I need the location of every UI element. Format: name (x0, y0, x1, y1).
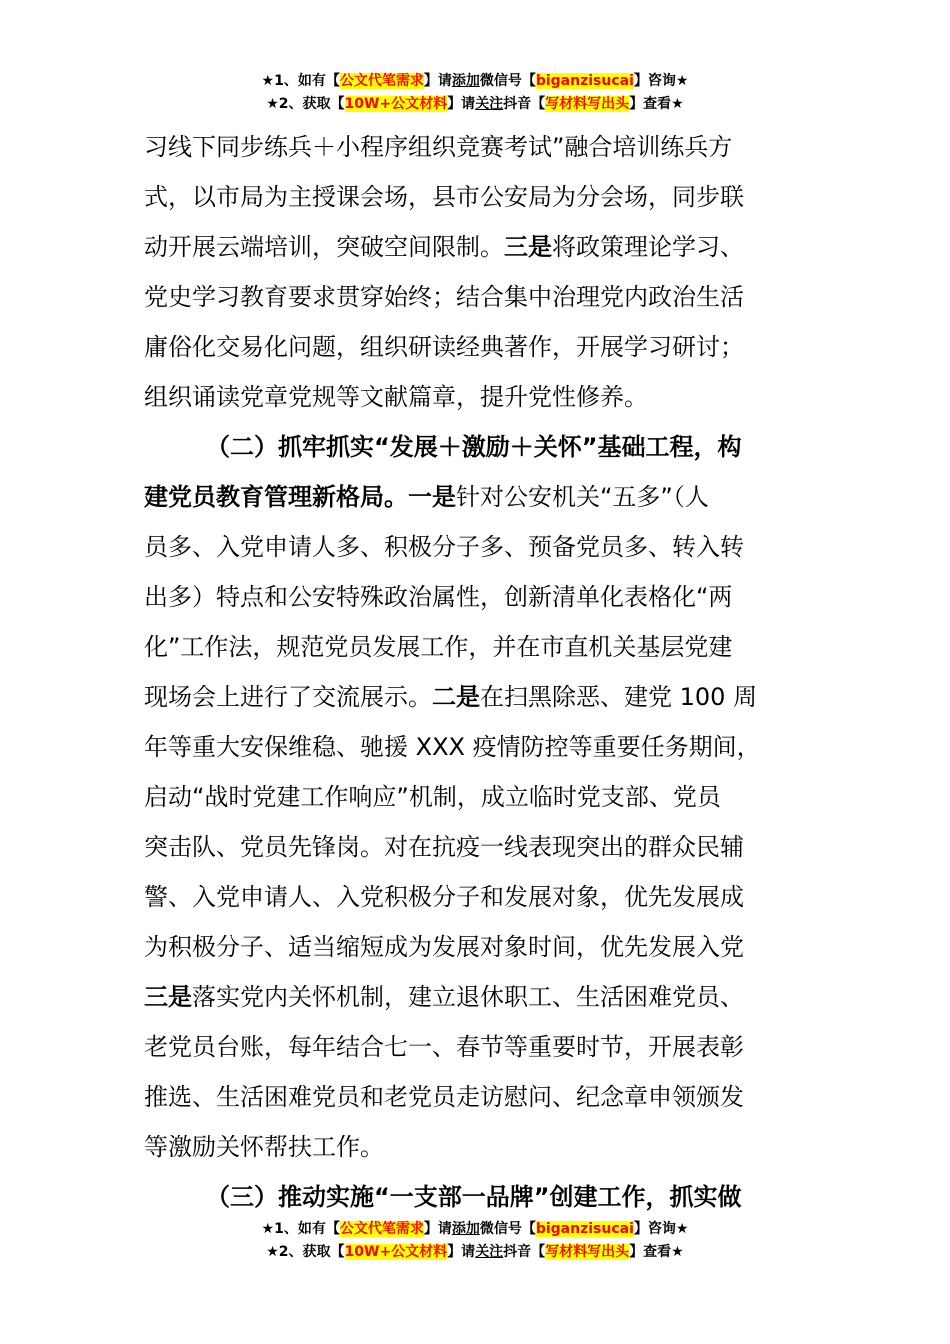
banner-text: 】咨询★ (633, 73, 689, 89)
document-body (144, 122, 806, 1222)
banner-text: ★1、如有【 (261, 73, 340, 89)
text-line: 年等重大安保维稳、驰援 XXX 疫情防控等重要任务期间， (144, 733, 761, 761)
text-span: 动开展云端培训，突破空间限制。 (144, 233, 504, 261)
underlined-text: 添加 (451, 73, 480, 89)
banner-text: 】咨询★ (633, 1221, 689, 1237)
underlined-text: 添加 (451, 1221, 480, 1237)
banner-text: 抖音【 (503, 96, 546, 112)
text-line (144, 472, 806, 522)
footer-banner (0, 1218, 950, 1264)
heading-continuation: 建党员教育管理新格局。 (144, 483, 408, 511)
highlight-text: biganzisucai (535, 73, 634, 89)
banner-line-1 (0, 70, 950, 93)
banner-line-1 (0, 1218, 950, 1241)
highlight-text: 写材料写出头 (545, 96, 630, 112)
text-line (144, 972, 806, 1022)
text-line: 突击队、党员先锋岗。对在抗疫一线表现突出的群众民辅 (144, 833, 744, 861)
text-span: 落实党内关怀机制，建立退休职工、生活困难党员、 (192, 983, 744, 1011)
section-heading-3: （三）推动实施“一支部一品牌”创建工作，抓实做 (206, 1183, 742, 1211)
highlight-text: biganzisucai (535, 1221, 634, 1237)
banner-text: 】请 (423, 1221, 452, 1237)
banner-text: 】查看★ (629, 96, 684, 112)
text-line: 推选、生活困难党员和老党员走访慰问、纪念章申领颁发 (144, 1083, 744, 1111)
banner-line-2 (0, 1241, 950, 1264)
banner-text: 】请 (447, 1244, 476, 1260)
bold-marker: 三是 (504, 233, 552, 261)
bold-marker: 一是 (408, 483, 456, 511)
text-line: 党史学习教育要求贯穿始终；结合集中治理党内政治生活 (144, 283, 744, 311)
banner-text: 】查看★ (629, 1244, 684, 1260)
text-span: 将政策理论学习、 (552, 233, 744, 261)
banner-text: 微信号【 (479, 1221, 536, 1237)
text-line: 组织诵读党章党规等文献篇章，提升党性修养。 (144, 383, 648, 411)
banner-text: 】请 (423, 73, 452, 89)
text-line: 警、入党申请人、入党积极分子和发展对象，优先发展成 (144, 883, 744, 911)
text-line: 为积极分子、适当缩短成为发展对象时间，优先发展入党 (144, 933, 744, 961)
highlight-text: 写材料写出头 (545, 1244, 630, 1260)
banner-text: 微信号【 (479, 73, 536, 89)
underlined-text: 关注 (475, 1244, 504, 1260)
banner-text: 】请 (447, 96, 476, 112)
banner-text: ★1、如有【 (261, 1221, 340, 1237)
highlight-text: 10W+公文材料 (344, 96, 448, 112)
underlined-text: 关注 (475, 96, 504, 112)
bold-marker: 二是 (432, 683, 480, 711)
header-banner (0, 70, 950, 116)
text-line: 老党员台账，每年结合七一、春节等重要时节，开展表彰 (144, 1033, 744, 1061)
text-span: 在扫黑除恶、建党 100 周 (480, 683, 758, 711)
banner-text: ★2、获取【 (266, 96, 345, 112)
banner-text: ★2、获取【 (266, 1244, 345, 1260)
banner-text: 抖音【 (503, 1244, 546, 1260)
text-line (144, 672, 806, 722)
highlight-text: 公文代笔需求 (339, 73, 424, 89)
section-heading-2: （二）抓牢抓实“发展＋激励＋关怀”基础工程，构 (206, 433, 742, 461)
text-line: 启动“战时党建工作响应”机制，成立临时党支部、党员 (144, 783, 721, 811)
highlight-text: 10W+公文材料 (344, 1244, 448, 1260)
text-line: 等激励关怀帮扶工作。 (144, 1133, 384, 1161)
text-line: 庸俗化交易化问题，组织研读经典著作，开展学习研讨； (144, 333, 744, 361)
text-line: 员多、入党申请人多、积极分子多、预备党员多、转入转 (144, 533, 744, 561)
text-line: 习线下同步练兵＋小程序组织竞赛考试”融合培训练兵方 (144, 133, 733, 161)
text-line: 出多）特点和公安特殊政治属性，创新清单化表格化“两 (144, 583, 733, 611)
highlight-text: 公文代笔需求 (339, 1221, 424, 1237)
text-span: 针对公安机关“五多”（人 (456, 483, 709, 511)
banner-line-2 (0, 93, 950, 116)
text-line: 式，以市局为主授课会场，县市公安局为分会场，同步联 (144, 183, 744, 211)
text-span: 现场会上进行了交流展示。 (144, 683, 432, 711)
text-line (144, 222, 806, 272)
bold-marker: 三是 (144, 983, 192, 1011)
text-line: 化”工作法，规范党员发展工作，并在市直机关基层党建 (144, 633, 733, 661)
